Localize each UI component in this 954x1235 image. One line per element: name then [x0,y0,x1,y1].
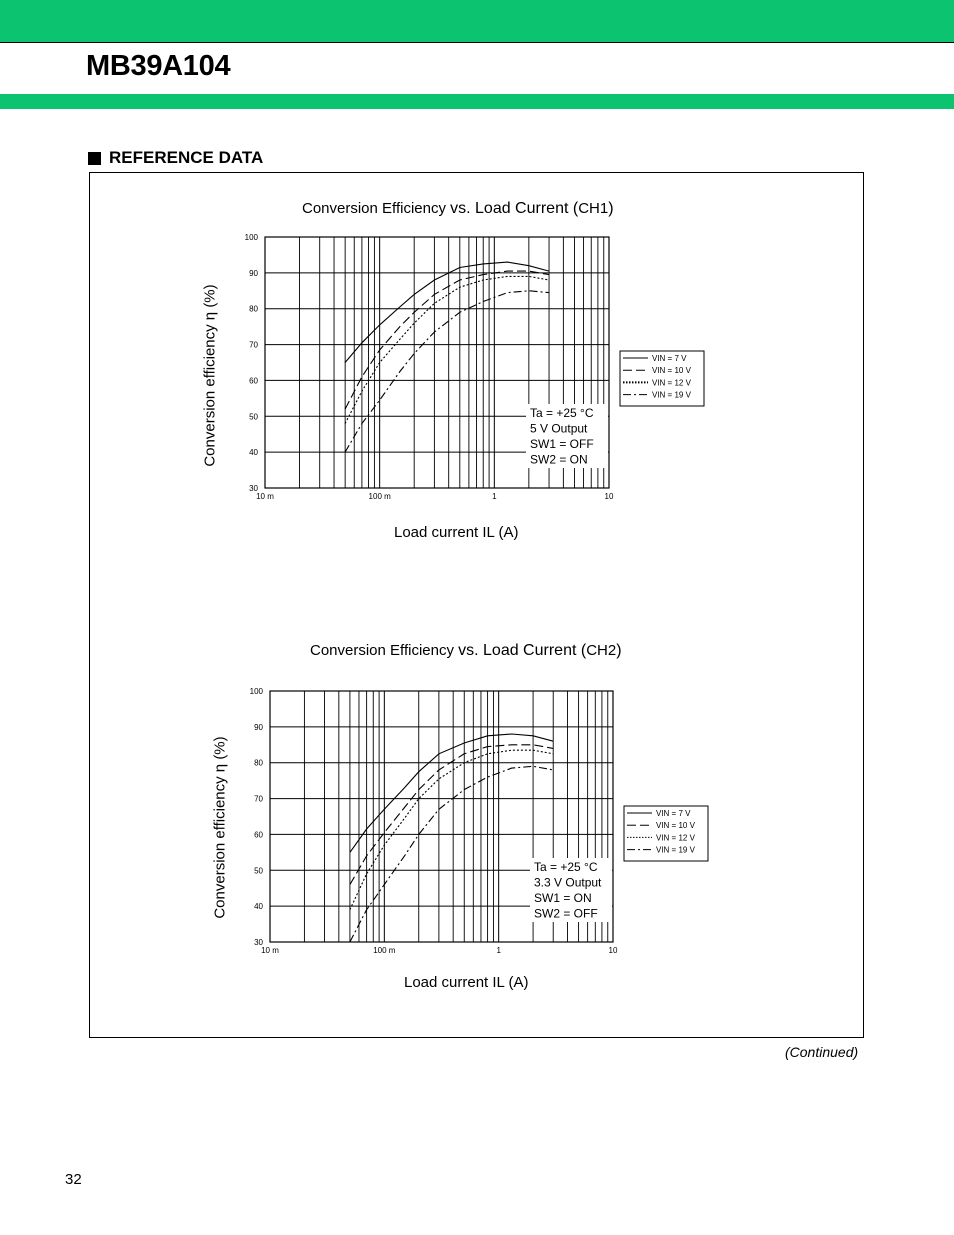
legend-entry: VIN = 12 V [656,833,695,843]
page-number: 32 [65,1171,82,1188]
y-axis-label-ch1: Conversion efficiency η (%) [201,284,219,467]
y-tick-label: 40 [249,448,258,458]
y-tick-label: 100 [249,687,263,696]
condition-text: Ta = +25 °C [530,406,594,420]
legend-entry: VIN = 12 V [652,378,691,388]
series-line [350,745,553,885]
legend-entry: VIN = 10 V [652,366,691,376]
x-axis-label-ch1: Load current IL (A) [394,524,519,541]
y-tick-label: 100 [244,233,258,242]
chart-title-vs: vs. Load Current ( [450,200,579,217]
x-tick-label: 1 [492,492,497,501]
condition-text: SW2 = OFF [534,906,598,921]
y-tick-label: 60 [249,376,258,386]
chart-title-vs: vs. Load Current ( [458,642,587,659]
legend-entry: VIN = 10 V [656,821,695,831]
x-tick-label: 100 m [368,492,391,501]
chart-title-channel: CH1 [578,200,609,217]
x-tick-label: 10 m [256,492,274,501]
document-title: MB39A104 [86,50,231,82]
y-tick-label: 90 [249,268,258,278]
y-tick-label: 40 [254,902,263,912]
y-tick-label: 60 [254,830,263,840]
y-tick-label: 80 [249,304,258,314]
y-tick-label: 30 [254,938,263,947]
continued-note: (Continued) [785,1044,859,1060]
series-line [350,766,553,942]
legend-entry: VIN = 19 V [656,845,695,855]
section-title: REFERENCE DATA [109,148,264,167]
y-tick-label: 90 [254,722,263,732]
y-tick-label: 70 [249,340,258,350]
chart-title-prefix: Conversion Efficiency [302,200,451,217]
x-tick-label: 1 [496,946,501,955]
condition-text: Ta = +25 °C [534,860,598,874]
chart-title-suffix: ) [608,200,614,217]
legend-entry: VIN = 7 V [652,354,687,363]
y-tick-label: 50 [249,412,258,422]
legend-entry: VIN = 7 V [656,809,691,818]
x-axis-label-ch2: Load current IL (A) [404,974,529,991]
condition-text: SW1 = ON [534,891,592,905]
chart-title-suffix: ) [616,642,622,659]
chart-title-prefix: Conversion Efficiency [310,642,459,659]
x-tick-label: 10 [608,946,618,955]
y-tick-label: 50 [254,866,263,876]
y-tick-label: 80 [254,758,263,768]
legend-entry: VIN = 19 V [652,390,691,400]
y-axis-label-ch2: Conversion efficiency η (%) [211,736,229,919]
y-tick-label: 30 [249,484,258,493]
series-line [350,750,553,910]
x-tick-label: 10 [604,492,614,501]
y-tick-label: 70 [254,794,263,804]
chart-title-channel: CH2 [586,642,617,659]
condition-text: SW2 = ON [530,452,588,467]
condition-text: 5 V Output [530,421,588,436]
x-tick-label: 10 m [261,946,279,955]
condition-text: 3.3 V Output [534,875,602,890]
x-tick-label: 100 m [373,946,396,955]
condition-text: SW1 = OFF [530,437,594,451]
